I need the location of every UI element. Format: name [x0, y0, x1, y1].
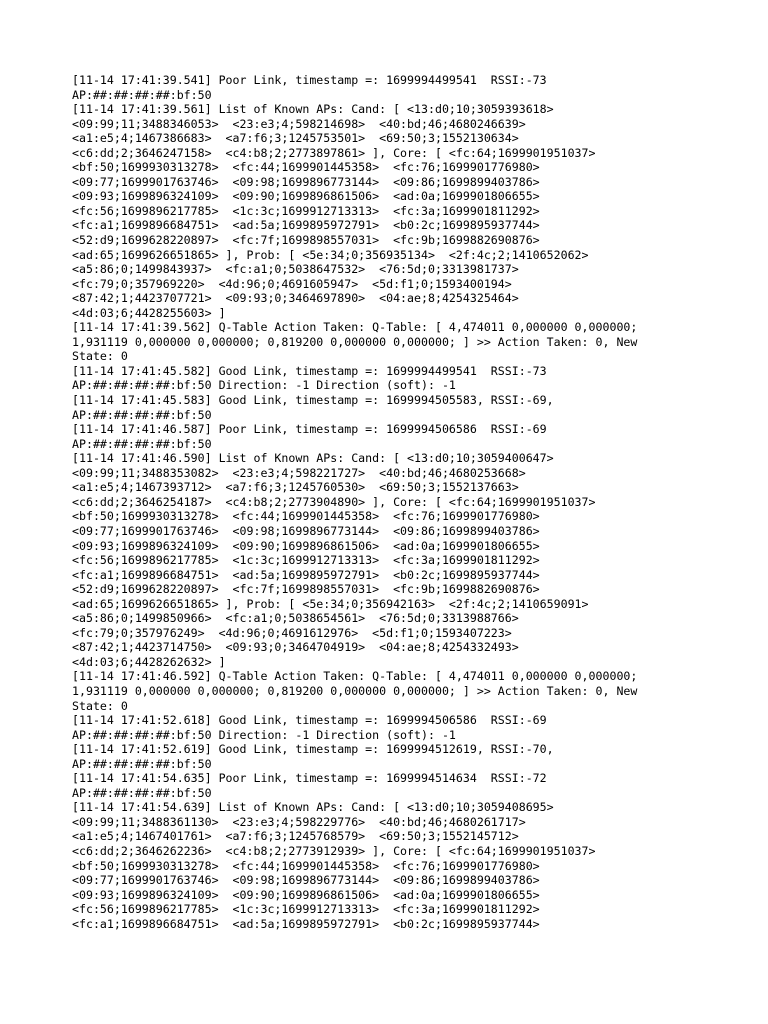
- log-line: <bf:50;1699930313278> <fc:44;1699901445358> <fc:76;1699901776980>: [72, 858, 540, 873]
- log-line: <a1:e5;4;1467401761> <a7:f6;3;1245768579> <69:50;3;1552145712>: [72, 829, 519, 844]
- log-line: <4d:03;6;4428262632> ]: [72, 654, 226, 669]
- log-line: [11-14 17:41:46.592] Q-Table Action Taken: Q-Table: [ 4,474011 0,000000 0,000000;: [72, 669, 638, 684]
- log-line: <a1:e5;4;1467393712> <a7:f6;3;1245760530> <69:50;3;1552137663>: [72, 480, 519, 495]
- log-line: AP:##:##:##:##:bf:50: [72, 407, 212, 422]
- log-line: <fc:a1;1699896684751> <ad:5a;1699895972791> <b0:2c;1699895937744>: [72, 218, 540, 233]
- log-line: AP:##:##:##:##:bf:50: [72, 87, 212, 102]
- log-line: [11-14 17:41:46.587] Poor Link, timestamp =: 1699994506586 RSSI:-69: [72, 422, 547, 437]
- log-line: <09:77;1699901763746> <09:98;1699896773144> <09:86;1699899403786>: [72, 873, 540, 888]
- log-line: State: 0: [72, 698, 128, 713]
- log-line: <a5:86;0;1499843937> <fc:a1;0;5038647532> <76:5d;0;3313981737>: [72, 262, 519, 277]
- log-line: [11-14 17:41:54.639] List of Known APs: Cand: [ <13:d0;10;3059408695>: [72, 800, 554, 815]
- log-line: <fc:56;1699896217785> <1c:3c;1699912713313> <fc:3a;1699901811292>: [72, 553, 540, 568]
- log-line: AP:##:##:##:##:bf:50: [72, 785, 212, 800]
- log-line: [11-14 17:41:45.583] Good Link, timestamp =: 1699994505583, RSSI:-69,: [72, 393, 554, 408]
- log-line: <fc:79;0;357976249> <4d:96;0;4691612976> <5d:f1;0;1593407223>: [72, 625, 512, 640]
- log-line: AP:##:##:##:##:bf:50 Direction: -1 Direction (soft): -1: [72, 727, 456, 742]
- log-line: <09:77;1699901763746> <09:98;1699896773144> <09:86;1699899403786>: [72, 174, 540, 189]
- log-line: <52:d9;1699628220897> <fc:7f;1699898557031> <fc:9b;1699882690876>: [72, 582, 540, 597]
- log-line: <fc:a1;1699896684751> <ad:5a;1699895972791> <b0:2c;1699895937744>: [72, 567, 540, 582]
- log-line: <fc:56;1699896217785> <1c:3c;1699912713313> <fc:3a;1699901811292>: [72, 203, 540, 218]
- log-line: <09:93;1699896324109> <09:90;1699896861506> <ad:0a;1699901806655>: [72, 887, 540, 902]
- log-line: <ad:65;1699626651865> ], Prob: [ <5e:34;0;356942163> <2f:4c;2;1410659091>: [72, 596, 589, 611]
- log-line: AP:##:##:##:##:bf:50: [72, 756, 212, 771]
- log-line: <ad:65;1699626651865> ], Prob: [ <5e:34;0;356935134> <2f:4c;2;1410652062>: [72, 247, 589, 262]
- log-line: <fc:56;1699896217785> <1c:3c;1699912713313> <fc:3a;1699901811292>: [72, 902, 540, 917]
- log-line: 1,931119 0,000000 0,000000; 0,819200 0,000000 0,000000; ] >> Action Taken: 0, New: [72, 683, 638, 698]
- log-line: [11-14 17:41:39.562] Q-Table Action Taken: Q-Table: [ 4,474011 0,000000 0,000000;: [72, 320, 638, 335]
- log-line: <09:77;1699901763746> <09:98;1699896773144> <09:86;1699899403786>: [72, 523, 540, 538]
- log-line: <c6:dd;2;3646254187> <c4:b8;2;2773904890> ], Core: [ <fc:64;1699901951037>: [72, 494, 596, 509]
- log-line: [11-14 17:41:52.619] Good Link, timestamp =: 1699994512619, RSSI:-70,: [72, 742, 554, 757]
- log-line: <a1:e5;4;1467386683> <a7:f6;3;1245753501> <69:50;3;1552130634>: [72, 131, 519, 146]
- log-line: AP:##:##:##:##:bf:50: [72, 436, 212, 451]
- log-line: AP:##:##:##:##:bf:50 Direction: -1 Direction (soft): -1: [72, 378, 456, 393]
- log-line: <09:99;11;3488361130> <23:e3;4;598229776> <40:bd;46;4680261717>: [72, 814, 526, 829]
- log-line: <52:d9;1699628220897> <fc:7f;1699898557031> <fc:9b;1699882690876>: [72, 233, 540, 248]
- log-line: [11-14 17:41:45.582] Good Link, timestamp =: 1699994499541 RSSI:-73: [72, 363, 547, 378]
- log-line: [11-14 17:41:54.635] Poor Link, timestamp =: 1699994514634 RSSI:-72: [72, 771, 547, 786]
- log-line: <87:42;1;4423707721> <09:93;0;3464697890> <04:ae;8;4254325464>: [72, 291, 519, 306]
- log-line: [11-14 17:41:52.618] Good Link, timestamp =: 1699994506586 RSSI:-69: [72, 713, 547, 728]
- log-line: <09:99;11;3488346053> <23:e3;4;598214698> <40:bd;46;4680246639>: [72, 116, 526, 131]
- log-line: <a5:86;0;1499850966> <fc:a1;0;5038654561> <76:5d;0;3313988766>: [72, 611, 519, 626]
- log-line: <09:93;1699896324109> <09:90;1699896861506> <ad:0a;1699901806655>: [72, 189, 540, 204]
- log-text-block: [72, 73, 712, 931]
- log-line: [11-14 17:41:39.561] List of Known APs: Cand: [ <13:d0;10;3059393618>: [72, 102, 554, 117]
- log-line: <09:99;11;3488353082> <23:e3;4;598221727> <40:bd;46;4680253668>: [72, 465, 526, 480]
- log-line: <c6:dd;2;3646247158> <c4:b8;2;2773897861> ], Core: [ <fc:64;1699901951037>: [72, 145, 596, 160]
- log-line: <4d:03;6;4428255603> ]: [72, 305, 226, 320]
- log-line: <fc:79;0;357969220> <4d:96;0;4691605947> <5d:f1;0;1593400194>: [72, 276, 512, 291]
- log-line: [11-14 17:41:46.590] List of Known APs: Cand: [ <13:d0;10;3059400647>: [72, 451, 554, 466]
- log-line: <09:93;1699896324109> <09:90;1699896861506> <ad:0a;1699901806655>: [72, 538, 540, 553]
- log-line: <87:42;1;4423714750> <09:93;0;3464704919> <04:ae;8;4254332493>: [72, 640, 519, 655]
- log-line: <bf:50;1699930313278> <fc:44;1699901445358> <fc:76;1699901776980>: [72, 509, 540, 524]
- log-line: <fc:a1;1699896684751> <ad:5a;1699895972791> <b0:2c;1699895937744>: [72, 916, 540, 931]
- log-line: <bf:50;1699930313278> <fc:44;1699901445358> <fc:76;1699901776980>: [72, 160, 540, 175]
- log-line: 1,931119 0,000000 0,000000; 0,819200 0,000000 0,000000; ] >> Action Taken: 0, New: [72, 334, 638, 349]
- log-line: <c6:dd;2;3646262236> <c4:b8;2;2773912939> ], Core: [ <fc:64;1699901951037>: [72, 843, 596, 858]
- log-line: [11-14 17:41:39.541] Poor Link, timestamp =: 1699994499541 RSSI:-73: [72, 73, 547, 87]
- log-line: State: 0: [72, 349, 128, 364]
